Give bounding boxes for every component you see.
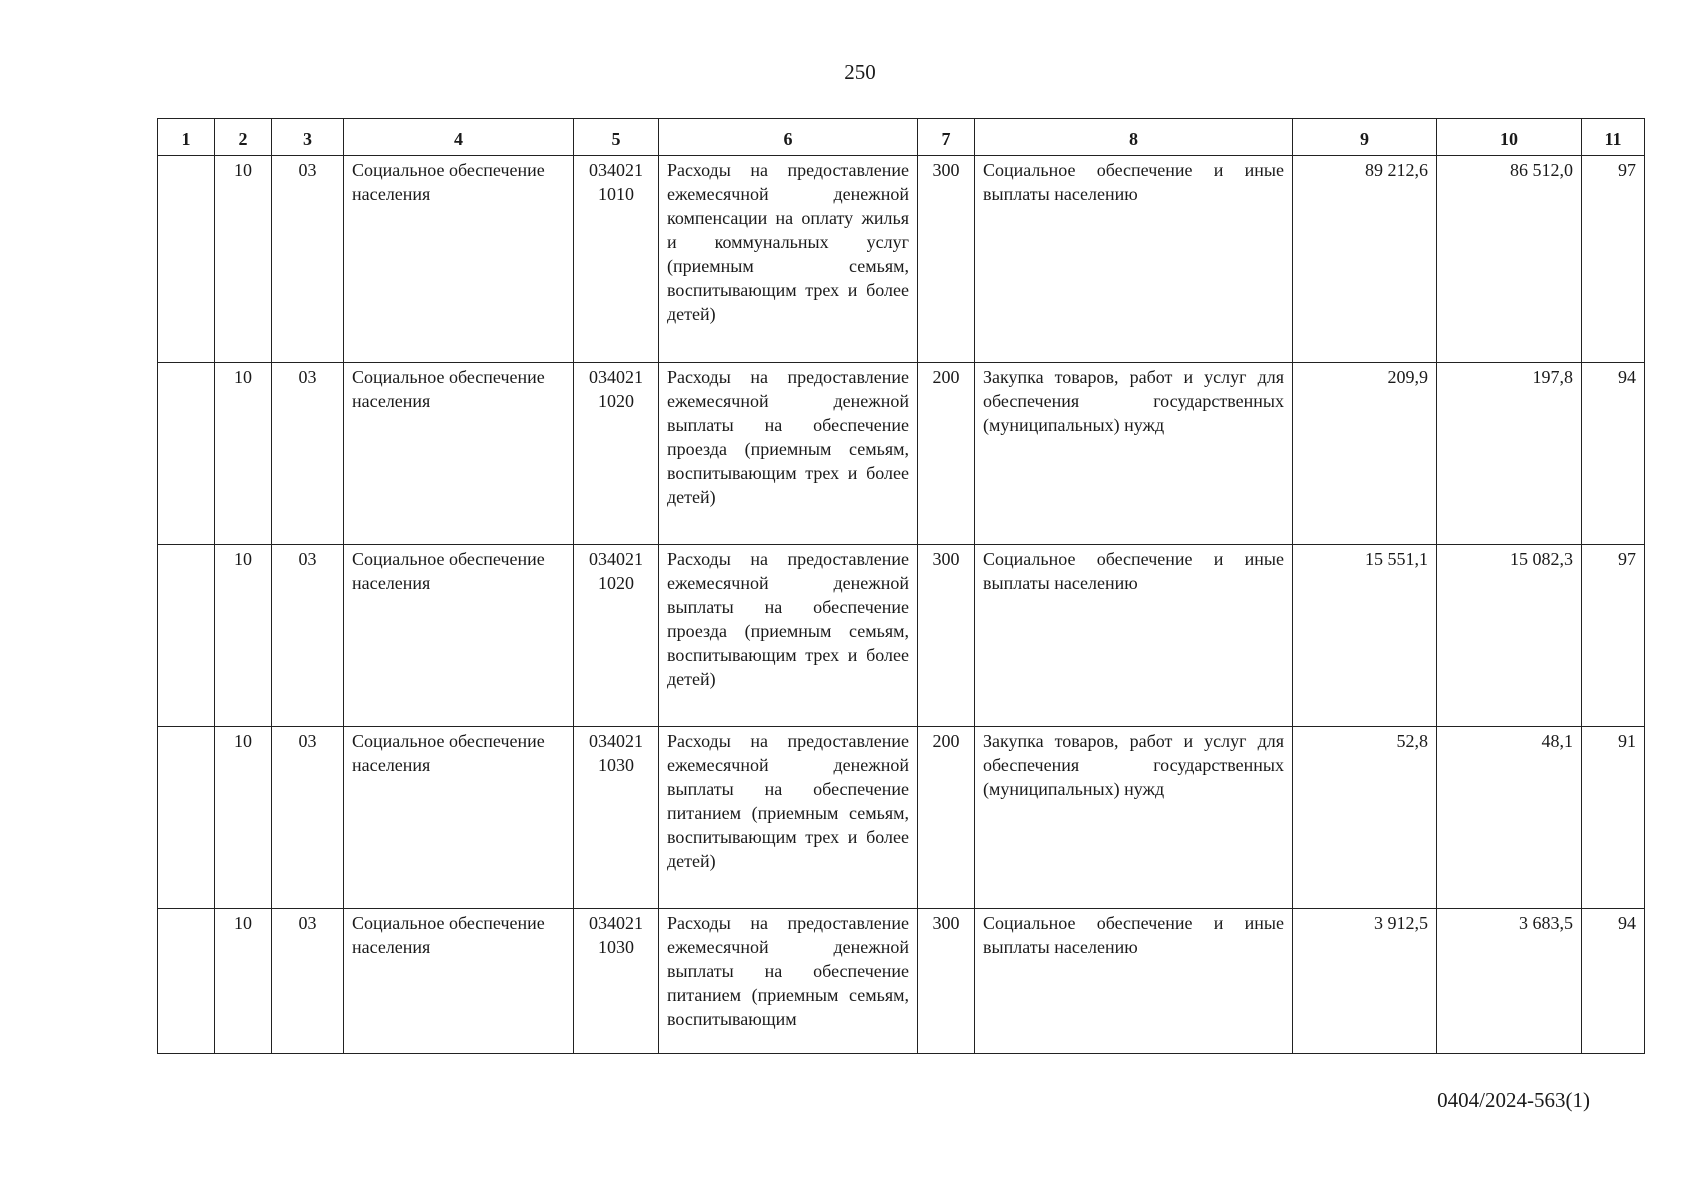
cell-expense-description: Расходы на предоставление ежемесячной денежной выплаты на обеспечение проезда (приемным семьям, воспитывающим трех и более детей) xyxy=(659,545,918,727)
cell-expense-type-code: 300 xyxy=(918,156,975,363)
cell-actual-amount: 15 082,3 xyxy=(1437,545,1582,727)
col-header-11: 11 xyxy=(1582,119,1645,156)
cell-percent: 91 xyxy=(1582,727,1645,909)
cell-expense-type-code: 200 xyxy=(918,363,975,545)
cell-expense-type-code: 300 xyxy=(918,909,975,1054)
page-number: 250 xyxy=(844,60,876,84)
cell-col1 xyxy=(158,156,215,363)
cell-expense-description: Расходы на предоставление ежемесячной денежной компенсации на оплату жилья и коммунальных услуг (приемным семьям, воспитывающим трех и более детей) xyxy=(659,156,918,363)
cell-expense-description: Расходы на предоставление ежемесячной денежной выплаты на обеспечение питанием (приемным семьям, воспитывающим xyxy=(659,909,918,1054)
cell-expense-type-name: Социальное обеспечение и иные выплаты населению xyxy=(975,909,1293,1054)
table-header-row xyxy=(158,119,1645,156)
col-header-8: 8 xyxy=(975,119,1293,156)
cell-target-code: 034021 1010 xyxy=(574,156,659,363)
cell-planned-amount: 15 551,1 xyxy=(1293,545,1437,727)
cell-subsection: 03 xyxy=(272,156,344,363)
cell-target-code: 034021 1020 xyxy=(574,545,659,727)
cell-expense-type-name: Социальное обеспечение и иные выплаты населению xyxy=(975,545,1293,727)
cell-col1 xyxy=(158,363,215,545)
col-header-3: 3 xyxy=(272,119,344,156)
cell-expense-type-name: Закупка товаров, работ и услуг для обеспечения государственных (муниципальных) нужд xyxy=(975,727,1293,909)
cell-subsection: 03 xyxy=(272,363,344,545)
document-code: 0404/2024-563(1) xyxy=(1437,1088,1590,1112)
cell-percent: 97 xyxy=(1582,156,1645,363)
cell-target-code: 034021 1030 xyxy=(574,909,659,1054)
cell-planned-amount: 3 912,5 xyxy=(1293,909,1437,1054)
cell-col1 xyxy=(158,727,215,909)
cell-section: 10 xyxy=(215,909,272,1054)
cell-section-name: Социальное обеспечение населения xyxy=(344,909,574,1054)
col-header-7: 7 xyxy=(918,119,975,156)
table-row xyxy=(158,727,1645,909)
table-row xyxy=(158,909,1645,1054)
col-header-2: 2 xyxy=(215,119,272,156)
cell-actual-amount: 3 683,5 xyxy=(1437,909,1582,1054)
cell-section: 10 xyxy=(215,363,272,545)
cell-target-code: 034021 1020 xyxy=(574,363,659,545)
cell-section-name: Социальное обеспечение населения xyxy=(344,363,574,545)
table-row xyxy=(158,156,1645,363)
cell-expense-description: Расходы на предоставление ежемесячной денежной выплаты на обеспечение проезда (приемным семьям, воспитывающим трех и более детей) xyxy=(659,363,918,545)
cell-planned-amount: 89 212,6 xyxy=(1293,156,1437,363)
cell-expense-type-code: 300 xyxy=(918,545,975,727)
col-header-10: 10 xyxy=(1437,119,1582,156)
cell-section-name: Социальное обеспечение населения xyxy=(344,545,574,727)
cell-percent: 94 xyxy=(1582,909,1645,1054)
cell-section-name: Социальное обеспечение населения xyxy=(344,156,574,363)
cell-planned-amount: 52,8 xyxy=(1293,727,1437,909)
table-row xyxy=(158,363,1645,545)
col-header-4: 4 xyxy=(344,119,574,156)
col-header-9: 9 xyxy=(1293,119,1437,156)
cell-actual-amount: 48,1 xyxy=(1437,727,1582,909)
cell-percent: 97 xyxy=(1582,545,1645,727)
cell-col1 xyxy=(158,545,215,727)
col-header-5: 5 xyxy=(574,119,659,156)
cell-expense-description: Расходы на предоставление ежемесячной денежной выплаты на обеспечение питанием (приемным семьям, воспитывающим трех и более детей) xyxy=(659,727,918,909)
cell-planned-amount: 209,9 xyxy=(1293,363,1437,545)
col-header-6: 6 xyxy=(659,119,918,156)
cell-percent: 94 xyxy=(1582,363,1645,545)
cell-expense-type-name: Социальное обеспечение и иные выплаты населению xyxy=(975,156,1293,363)
cell-expense-type-code: 200 xyxy=(918,727,975,909)
cell-subsection: 03 xyxy=(272,727,344,909)
cell-subsection: 03 xyxy=(272,909,344,1054)
cell-section: 10 xyxy=(215,545,272,727)
cell-section: 10 xyxy=(215,156,272,363)
budget-table xyxy=(157,118,1645,1054)
cell-target-code: 034021 1030 xyxy=(574,727,659,909)
cell-expense-type-name: Закупка товаров, работ и услуг для обеспечения государственных (муниципальных) нужд xyxy=(975,363,1293,545)
cell-subsection: 03 xyxy=(272,545,344,727)
cell-col1 xyxy=(158,909,215,1054)
cell-section: 10 xyxy=(215,727,272,909)
cell-section-name: Социальное обеспечение населения xyxy=(344,727,574,909)
cell-actual-amount: 197,8 xyxy=(1437,363,1582,545)
col-header-1: 1 xyxy=(158,119,215,156)
cell-actual-amount: 86 512,0 xyxy=(1437,156,1582,363)
table-row xyxy=(158,545,1645,727)
